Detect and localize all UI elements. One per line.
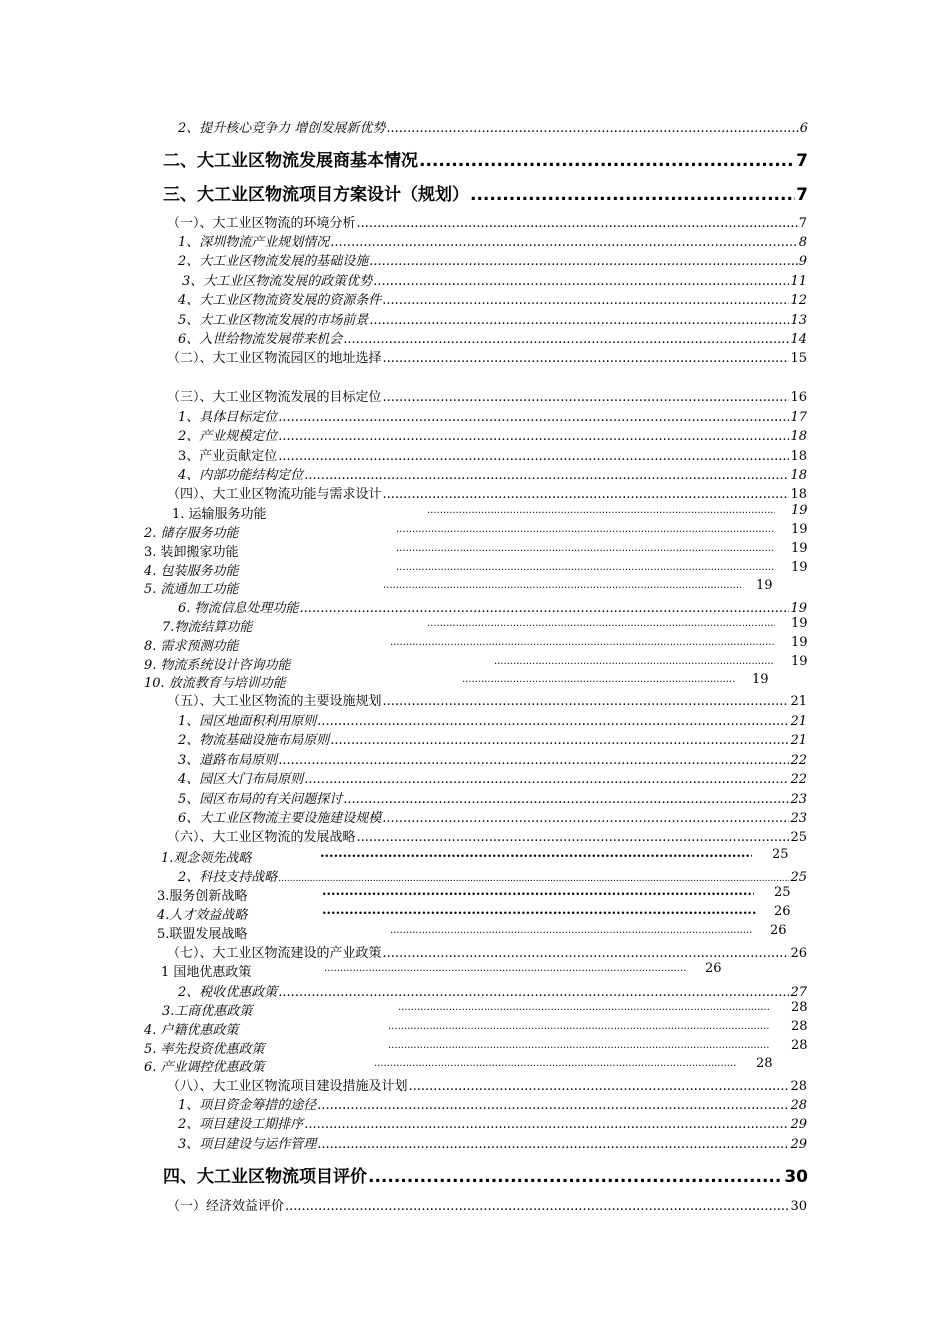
dot-leader (343, 332, 789, 347)
dot-leader (278, 874, 789, 884)
toc-entry-label[interactable]: 6. 产业调控优惠政策 (144, 1060, 265, 1075)
toc-section[interactable] (167, 826, 807, 845)
toc-entry-page: 19 (756, 578, 773, 593)
toc-entry-page: 18 (790, 429, 807, 444)
toc-entry-label: 5、大工业区物流发展的市场前景 (178, 313, 369, 328)
toc-section-page: 30 (790, 1199, 807, 1214)
dot-leader (383, 580, 741, 591)
dot-leader (330, 733, 789, 748)
toc-entry-page: 8 (798, 235, 807, 250)
dot-leader (386, 121, 798, 136)
toc-entry-label[interactable]: 3. 装卸搬家功能 (144, 545, 239, 560)
toc-entry-label: 4、大工业区物流资发展的资源条件 (178, 293, 382, 308)
toc-entry-label[interactable]: 1 国地优惠政策 (161, 965, 252, 980)
dot-leader (427, 618, 775, 629)
toc-entry-page: 22 (790, 772, 807, 787)
toc-section-label: （七）、大工业区物流建设的产业政策 (167, 946, 382, 961)
dot-leader (304, 468, 789, 483)
toc-entry[interactable] (178, 1113, 807, 1132)
toc-entry[interactable] (178, 445, 807, 464)
toc-entry[interactable] (178, 768, 807, 787)
dot-leader (470, 185, 795, 205)
toc-heading-label: 四、大工业区物流项目评价 (163, 1167, 367, 1187)
toc-section-page: 7 (798, 216, 807, 231)
toc-entry-label: 2、物流基础设施布局原则 (178, 733, 330, 748)
toc-entry-page: 19 (791, 635, 808, 650)
toc-entry-label[interactable]: 4.人才效益战略 (157, 908, 248, 923)
toc-entry-page: 18 (790, 449, 807, 464)
toc-entry-label[interactable]: 7.物流结算功能 (162, 620, 253, 635)
toc-entry[interactable] (178, 328, 807, 347)
toc-entry[interactable] (178, 729, 807, 748)
toc-entry-page: 19 (790, 601, 807, 616)
toc-entry-page: 23 (790, 792, 807, 807)
dot-leader (382, 293, 789, 308)
toc-entry-page: 25 (790, 870, 807, 885)
toc-section-page: 18 (790, 487, 807, 502)
toc-entry[interactable] (178, 117, 808, 136)
dot-leader (383, 487, 790, 502)
toc-entry-page: 27 (790, 985, 807, 1000)
toc-entry-page: 19 (791, 541, 808, 556)
toc-entry-label[interactable]: 3.工商优惠政策 (162, 1004, 253, 1019)
dot-leader (357, 830, 790, 845)
toc-heading[interactable] (163, 1162, 808, 1187)
toc-section-label: （一）经济效益评价 (167, 1199, 285, 1214)
dot-leader (368, 1167, 783, 1187)
toc-heading-page: 7 (796, 151, 808, 171)
dot-leader (320, 846, 752, 861)
dot-leader (304, 1117, 789, 1132)
dot-leader (324, 963, 686, 974)
toc-heading-label: 三、大工业区物流项目方案设计（规划） (163, 185, 469, 205)
toc-entry-label: 2、产业规模定位 (178, 429, 278, 444)
dot-leader (398, 1002, 770, 1013)
toc-entry[interactable] (178, 597, 807, 616)
toc-entry-label[interactable]: 1.观念领先战略 (161, 851, 252, 866)
toc-entry-label[interactable]: 10. 放流教育与培训功能 (144, 676, 286, 691)
toc-entry-label[interactable]: 4. 包装服务功能 (144, 564, 239, 579)
toc-entry-page: 21 (790, 733, 807, 748)
dot-leader (419, 151, 795, 171)
toc-entry-page: 12 (790, 293, 807, 308)
dot-leader (330, 235, 797, 250)
toc-entry-label: 1、园区地面积利用原则 (178, 714, 317, 729)
dot-leader (462, 674, 736, 685)
toc-entry[interactable] (178, 231, 807, 250)
dot-leader (383, 946, 790, 961)
toc-entry-page: 29 (790, 1137, 807, 1152)
toc-entry-page: 28 (791, 1038, 808, 1053)
toc-entry[interactable] (178, 250, 807, 269)
toc-entry-page: 19 (791, 654, 808, 669)
toc-section-label: （五）、大工业区物流的主要设施规划 (167, 694, 382, 709)
toc-section-label: （三）、大工业区物流发展的目标定位 (167, 390, 382, 405)
toc-entry-label: 2、大工业区物流发展的基础设施 (178, 254, 369, 269)
toc-entry[interactable] (178, 425, 807, 444)
toc-entry[interactable] (178, 866, 807, 885)
toc-entry-page: 25 (774, 885, 791, 900)
dot-leader (374, 1058, 736, 1069)
toc-section-page: 21 (790, 694, 807, 709)
dot-leader (285, 1199, 789, 1214)
toc-entry-label[interactable]: 1. 运输服务功能 (172, 507, 267, 522)
toc-entry-label[interactable]: 4. 户籍优惠政策 (144, 1023, 239, 1038)
toc-entry[interactable] (178, 406, 807, 425)
toc-section[interactable] (167, 483, 807, 502)
dot-leader (369, 254, 797, 269)
toc-entry-page: 18 (790, 468, 807, 483)
dot-leader (396, 543, 774, 554)
dot-leader (390, 637, 774, 648)
toc-section-page: 26 (790, 946, 807, 961)
toc-heading[interactable] (163, 180, 808, 205)
dot-leader (409, 1079, 790, 1094)
toc-entry-label[interactable]: 5. 率先投资优惠政策 (144, 1042, 265, 1057)
toc-section-page: 15 (790, 351, 807, 366)
toc-entry-page: 28 (790, 1098, 807, 1113)
dot-leader (278, 410, 789, 425)
toc-entry-page: 29 (790, 1117, 807, 1132)
dot-leader (388, 1040, 770, 1051)
toc-section-label: （六）、大工业区物流的发展战略 (167, 830, 356, 845)
toc-entry-page: 19 (791, 503, 808, 518)
dot-leader (317, 1098, 789, 1113)
toc-section[interactable] (167, 386, 807, 405)
toc-entry-label[interactable]: 3.服务创新战略 (157, 889, 248, 904)
toc-entry[interactable] (178, 981, 807, 1000)
toc-section-label: （四）、大工业区物流功能与需求设计 (167, 487, 382, 502)
toc-entry-page: 19 (791, 522, 808, 537)
toc-section-label: （八）、大工业区物流项目建设措施及计划 (167, 1079, 408, 1094)
toc-entry-label: 3、道路布局原则 (178, 753, 278, 768)
toc-entry-label: 2、项目建设工期排序 (178, 1117, 304, 1132)
dot-leader (383, 390, 790, 405)
toc-entry-page: 19 (791, 616, 808, 631)
toc-entry-page: 9 (798, 254, 807, 269)
dot-leader (396, 562, 774, 573)
toc-section[interactable] (167, 1195, 807, 1214)
dot-leader (322, 884, 754, 899)
dot-leader (396, 524, 774, 535)
dot-leader (317, 714, 789, 729)
toc-entry[interactable] (178, 464, 807, 483)
toc-section[interactable] (167, 1075, 807, 1094)
toc-entry-page: 19 (752, 672, 769, 687)
toc-entry-page: 23 (790, 811, 807, 826)
toc-entry-page: 25 (772, 847, 789, 862)
toc-entry[interactable] (178, 788, 807, 807)
toc-heading-page: 7 (796, 185, 808, 205)
toc-heading[interactable] (163, 146, 808, 171)
dot-leader (369, 313, 789, 328)
toc-entry[interactable] (178, 1094, 807, 1113)
dot-leader (390, 925, 752, 936)
toc-entry-label[interactable]: 8. 需求预测功能 (144, 639, 239, 654)
toc-section-page: 25 (790, 830, 807, 845)
dot-leader (322, 903, 756, 918)
toc-entry-label: 2、税收优惠政策 (178, 985, 278, 1000)
toc-entry-label: 1、具体目标定位 (178, 410, 278, 425)
toc-entry[interactable] (178, 1133, 807, 1152)
toc-entry-label: 5、园区布局的有关问题探讨 (178, 792, 343, 807)
toc-entry-label: 1、深圳物流产业规划情况 (178, 235, 330, 250)
toc-entry-label: 2、提升核心竞争力 增创发展新优势 (178, 121, 386, 136)
toc-entry-page: 14 (790, 332, 807, 347)
dot-leader (382, 811, 789, 826)
toc-entry[interactable] (178, 749, 807, 768)
dot-leader (304, 772, 789, 787)
toc-entry-label: 6. 物流信息处理功能 (178, 601, 299, 616)
toc-entry-page: 19 (791, 560, 808, 575)
toc-entry-label: 2、科技支持战略 (178, 870, 278, 885)
toc-heading-label: 二、大工业区物流发展商基本情况 (163, 151, 418, 171)
toc-section-label: （二）、大工业区物流园区的地址选择 (167, 351, 382, 366)
dot-leader (383, 351, 790, 366)
toc-entry-page: 28 (791, 1000, 808, 1015)
toc-section-page: 16 (790, 390, 807, 405)
toc-entry-page: 11 (790, 274, 807, 289)
dot-leader (427, 505, 775, 516)
toc-entry-page: 28 (791, 1019, 808, 1034)
toc-section[interactable] (167, 942, 807, 961)
toc-entry[interactable] (178, 289, 807, 308)
dot-leader (388, 1021, 770, 1032)
toc-entry[interactable] (178, 710, 807, 729)
toc-entry-page: 22 (790, 753, 807, 768)
toc-entry[interactable] (182, 270, 807, 289)
toc-entry-page: 26 (705, 961, 722, 976)
dot-leader (357, 216, 798, 231)
toc-section[interactable] (167, 347, 807, 366)
toc-entry-label: 4、园区大门布局原则 (178, 772, 304, 787)
toc-entry[interactable] (178, 807, 807, 826)
dot-leader (278, 753, 789, 768)
toc-entry-page: 21 (790, 714, 807, 729)
toc-entry-page: 13 (790, 313, 807, 328)
toc-entry-label: 1、项目资金筹措的途径 (178, 1098, 317, 1113)
dot-leader (343, 792, 789, 807)
toc-heading-page: 30 (784, 1167, 808, 1187)
toc-section-label: （一）、大工业区物流的环境分析 (167, 216, 356, 231)
toc-section[interactable] (167, 690, 807, 709)
dot-leader (278, 449, 789, 464)
toc-entry-label: 6、入世给物流发展带来机会 (178, 332, 343, 347)
toc-entry-label: 3、项目建设与运作管理 (178, 1137, 317, 1152)
toc-section-page: 28 (790, 1079, 807, 1094)
toc-entry-label[interactable]: 2. 储存服务功能 (144, 526, 239, 541)
toc-entry-page: 26 (774, 904, 791, 919)
dot-leader (278, 429, 789, 444)
toc-entry-label: 3、大工业区物流发展的政策优势 (182, 274, 373, 289)
dot-leader (494, 656, 774, 667)
toc-entry-label: 3、产业贡献定位 (178, 449, 278, 464)
toc-section[interactable] (167, 212, 807, 231)
toc-entry-label[interactable]: 5.联盟发展战略 (157, 927, 248, 942)
toc-entry-label[interactable]: 9. 物流系统设计咨询功能 (144, 658, 291, 673)
toc-entry[interactable] (178, 309, 807, 328)
dot-leader (278, 985, 789, 1000)
toc-entry-label[interactable]: 5. 流通加工功能 (144, 582, 239, 597)
dot-leader (383, 694, 790, 709)
dot-leader (373, 274, 789, 289)
dot-leader (300, 601, 790, 616)
toc-entry-page: 28 (756, 1056, 773, 1071)
toc-entry-label: 4、内部功能结构定位 (178, 468, 304, 483)
toc-entry-page: 26 (770, 923, 787, 938)
toc-entry-page: 17 (790, 410, 807, 425)
toc-entry-page: 6 (799, 121, 808, 136)
toc-entry-label: 6、大工业区物流主要设施建设规模 (178, 811, 382, 826)
dot-leader (317, 1137, 789, 1152)
